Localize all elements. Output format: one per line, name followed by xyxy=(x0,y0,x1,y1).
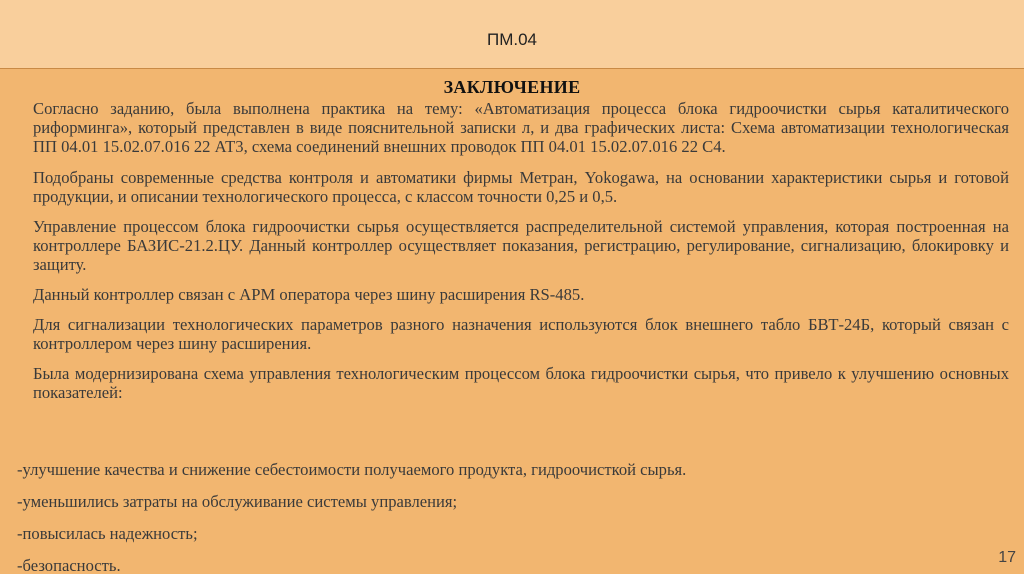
section-title: ЗАКЛЮЧЕНИЕ xyxy=(443,77,581,97)
bullet-item-1: -улучшение качества и снижение себестоимости получаемого продукта, гидроочисткой сырья. xyxy=(17,460,687,479)
body-text xyxy=(33,99,1009,411)
bullet-item-2: -уменьшились затраты на обслуживание системы управления; xyxy=(17,492,458,511)
header-title: ПМ.04 xyxy=(486,30,537,49)
paragraph-2: Подобраны современные средства контроля и автоматики фирмы Метран, Yokogawa, на основании характеристики сырья и готовой продукции, и описании технологического процесса, с классом точности 0,25 и 0,5. xyxy=(33,168,1009,206)
paragraph-4: Данный контроллер связан с АРМ оператора через шину расширения RS-485. xyxy=(33,285,585,304)
bullet-item-3: -повысилась надежность; xyxy=(17,524,198,543)
paragraph-5: Для сигнализации технологических параметров разного назначения используются блок внешнего табло БВТ-24Б, который связан с контроллером через шину расширения. xyxy=(33,315,1009,353)
bullet-list xyxy=(17,460,1007,574)
paragraph-6: Была модернизирована схема управления технологическим процессом блока гидроочистки сырья, что привело к улучшению основных показателей: xyxy=(33,364,1009,402)
page-number: 17 xyxy=(998,549,1016,566)
paragraph-3: Управление процессом блока гидроочистки сырья осуществляется распределительной системой управления, которая построенная на контроллере БАЗИС-21.2.ЦУ. Данный контроллер осуществляет показания, регистрацию, регулирование, сигнализацию, блокировку и защиту. xyxy=(33,217,1009,274)
bullet-item-4: -безопасность. xyxy=(17,556,121,574)
paragraph-1: Согласно заданию, была выполнена практика на тему: «Автоматизация процесса блока гидроочистки сырья каталитического риформинга», который представлен в виде пояснительной записки л, и два графических листа: Схема автоматизации технологическая ПП 04.01 15.02.07.016 22 АТ3, схема соединений внешних проводок ПП 04.01 15.02.07.016 22 С4. xyxy=(33,99,1009,156)
header-band xyxy=(0,0,1024,69)
